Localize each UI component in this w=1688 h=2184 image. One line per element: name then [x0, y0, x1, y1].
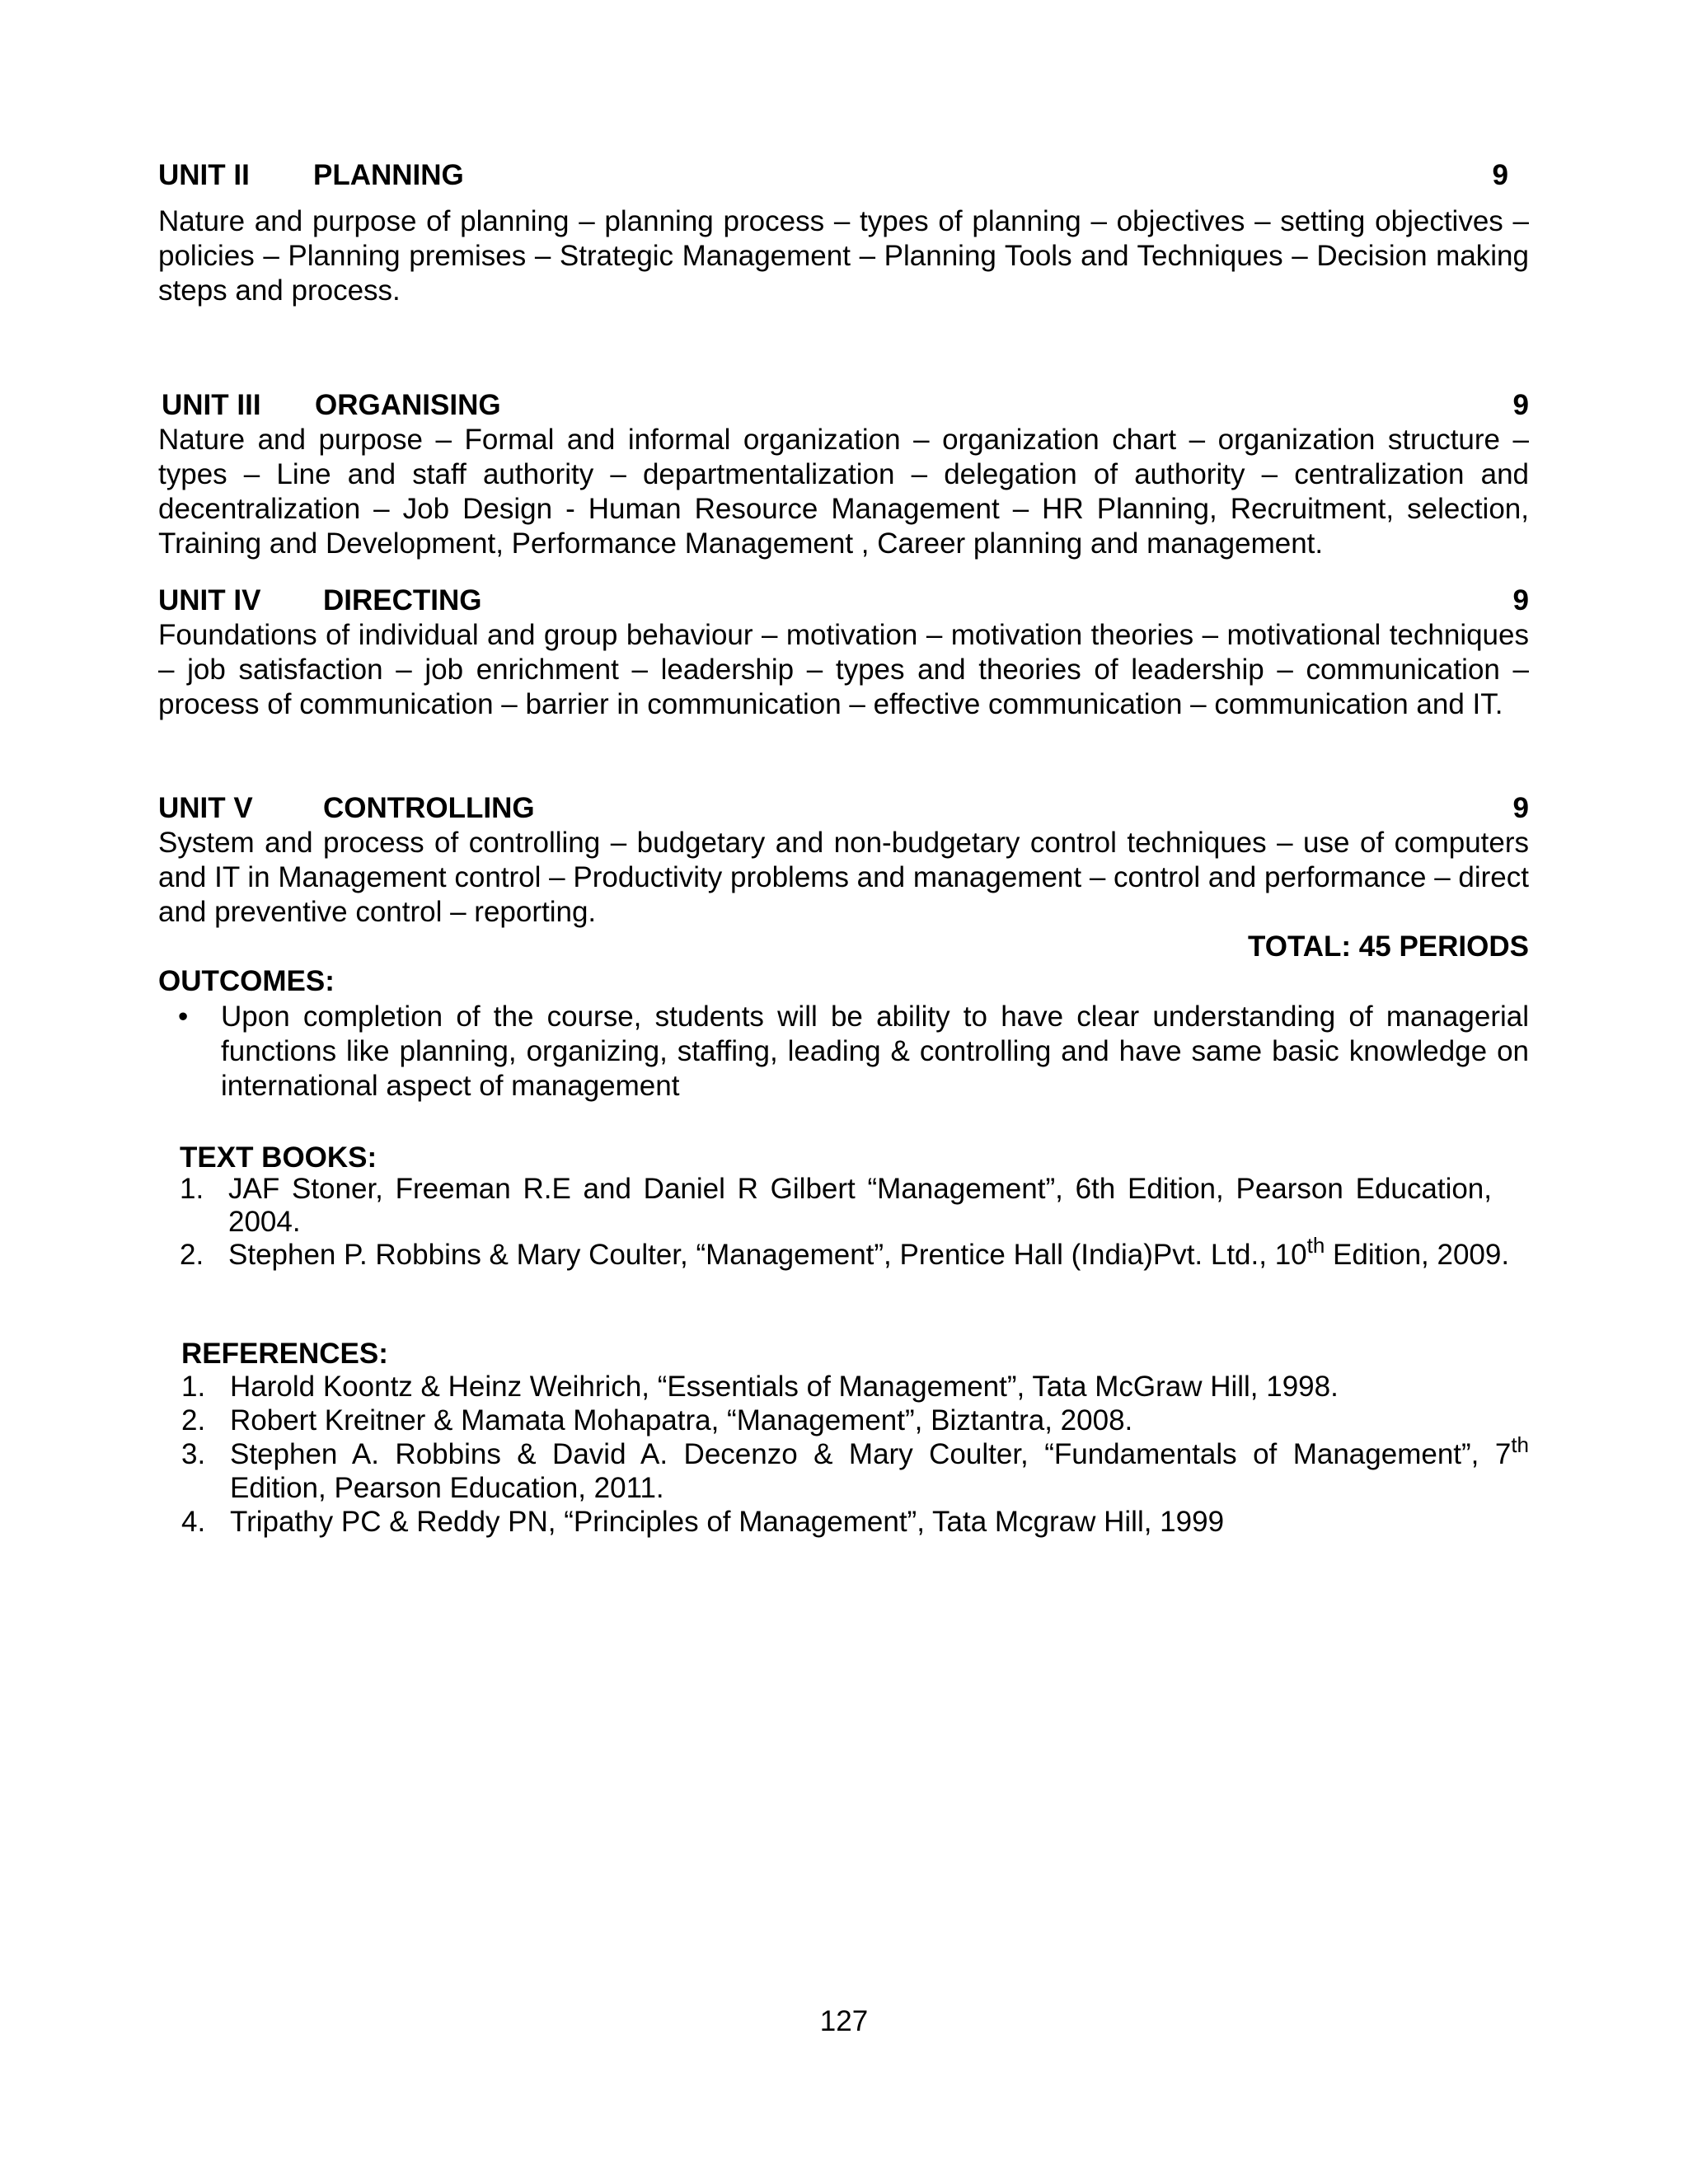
textbook-text-end: Edition, 2009. [1325, 1239, 1510, 1271]
total-periods: TOTAL: 45 PERIODS [1248, 930, 1529, 963]
textbook-text: JAF Stoner, Freeman R.E and Daniel R Gilbert “Management”, 6th Edition, Pearson Education, 2004. [228, 1173, 1492, 1238]
unit-5-section [158, 791, 1529, 930]
list-item [181, 1505, 1529, 1539]
unit-label: UNIT II [158, 159, 250, 191]
item-number: 2. [181, 1404, 206, 1436]
unit-label: UNIT III [162, 389, 261, 421]
unit-hours: 9 [1512, 792, 1529, 824]
reference-text: Tripathy PC & Reddy PN, “Principles of Management”, Tata Mcgraw Hill, 1999 [230, 1506, 1225, 1538]
reference-text-end: Edition, Pearson Education, 2011. [230, 1472, 664, 1504]
unit-hours: 9 [1512, 389, 1529, 421]
item-number: 1. [180, 1173, 204, 1205]
unit-3-section [158, 388, 1529, 561]
list-item [158, 1000, 1529, 1104]
bullet-icon: • [178, 1001, 189, 1033]
list-item [181, 1432, 1529, 1505]
unit-heading [158, 583, 1529, 618]
textbooks-heading: TEXT BOOKS: [180, 1141, 377, 1174]
item-number: 3. [181, 1438, 206, 1470]
reference-text: Robert Kreitner & Mamata Mohapatra, “Management”, Biztantra, 2008. [230, 1404, 1133, 1436]
reference-text-start: Stephen A. Robbins & David A. Decenzo & Mary Coulter, “Fundamentals of Management”, 7 [230, 1438, 1512, 1470]
item-number: 4. [181, 1506, 206, 1538]
list-item [181, 1404, 1529, 1437]
list-item [180, 1173, 1492, 1239]
unit-4-section [158, 583, 1529, 722]
unit-title: CONTROLLING [323, 792, 535, 824]
references-heading: REFERENCES: [181, 1338, 388, 1370]
page-number: 127 [819, 2005, 869, 2037]
unit-label: UNIT V [158, 792, 253, 824]
unit-description: Foundations of individual and group behaviour – motivation – motivation theories – motivational techniques – job satisfaction – job enrichment – leadership – types and theories of leadership – communication – process of communication – barrier in communication – effective communication – communication and IT. [158, 619, 1529, 720]
outcome-text: Upon completion of the course, students will be ability to have clear understanding of managerial functions like planning, organizing, staffing, leading & controlling and have same basic knowledge on international aspect of management [221, 1001, 1529, 1102]
unit-hours: 9 [1492, 159, 1508, 191]
list-item [180, 1233, 1551, 1272]
unit-2-section [158, 158, 1529, 308]
unit-label: UNIT IV [158, 584, 261, 616]
unit-description: Nature and purpose of planning – planning process – types of planning – objectives – setting objectives – policies – Planning premises – Strategic Management – Planning Tools and Techniques – Decision making steps and process. [158, 205, 1529, 307]
item-number: 1. [181, 1371, 206, 1403]
outcomes-heading: OUTCOMES: [158, 965, 335, 997]
outcomes-list [158, 1000, 1529, 1104]
unit-heading [158, 791, 1529, 826]
unit-heading [158, 388, 1529, 423]
textbook-text-start: Stephen P. Robbins & Mary Coulter, “Management”, Prentice Hall (India)Pvt. Ltd., 10 [228, 1239, 1307, 1271]
unit-description: Nature and purpose – Formal and informal organization – organization chart – organization structure – types – Line and staff authority – departmentalization – delegation of authority – centralization and decentralization – Job Design - Human Resource Management – HR Planning, Recruitment, selection, Training and Development, Performance Management , Career planning and management. [158, 424, 1529, 560]
ordinal-suffix: th [1511, 1432, 1529, 1457]
unit-title: PLANNING [313, 159, 464, 191]
unit-hours: 9 [1512, 584, 1529, 616]
list-item [181, 1370, 1529, 1404]
item-number: 2. [180, 1239, 204, 1271]
ordinal-suffix: th [1306, 1233, 1325, 1258]
references-list [181, 1370, 1529, 1539]
unit-title: ORGANISING [315, 389, 501, 421]
unit-title: DIRECTING [323, 584, 482, 616]
unit-heading [158, 158, 1529, 193]
reference-text: Harold Koontz & Heinz Weihrich, “Essentials of Management”, Tata McGraw Hill, 1998. [230, 1371, 1339, 1403]
unit-description: System and process of controlling – budgetary and non-budgetary control techniques – use of computers and IT in Management control – Productivity problems and management – control and performance – direct and preventive control – reporting. [158, 827, 1529, 928]
textbooks-list [180, 1173, 1510, 1272]
